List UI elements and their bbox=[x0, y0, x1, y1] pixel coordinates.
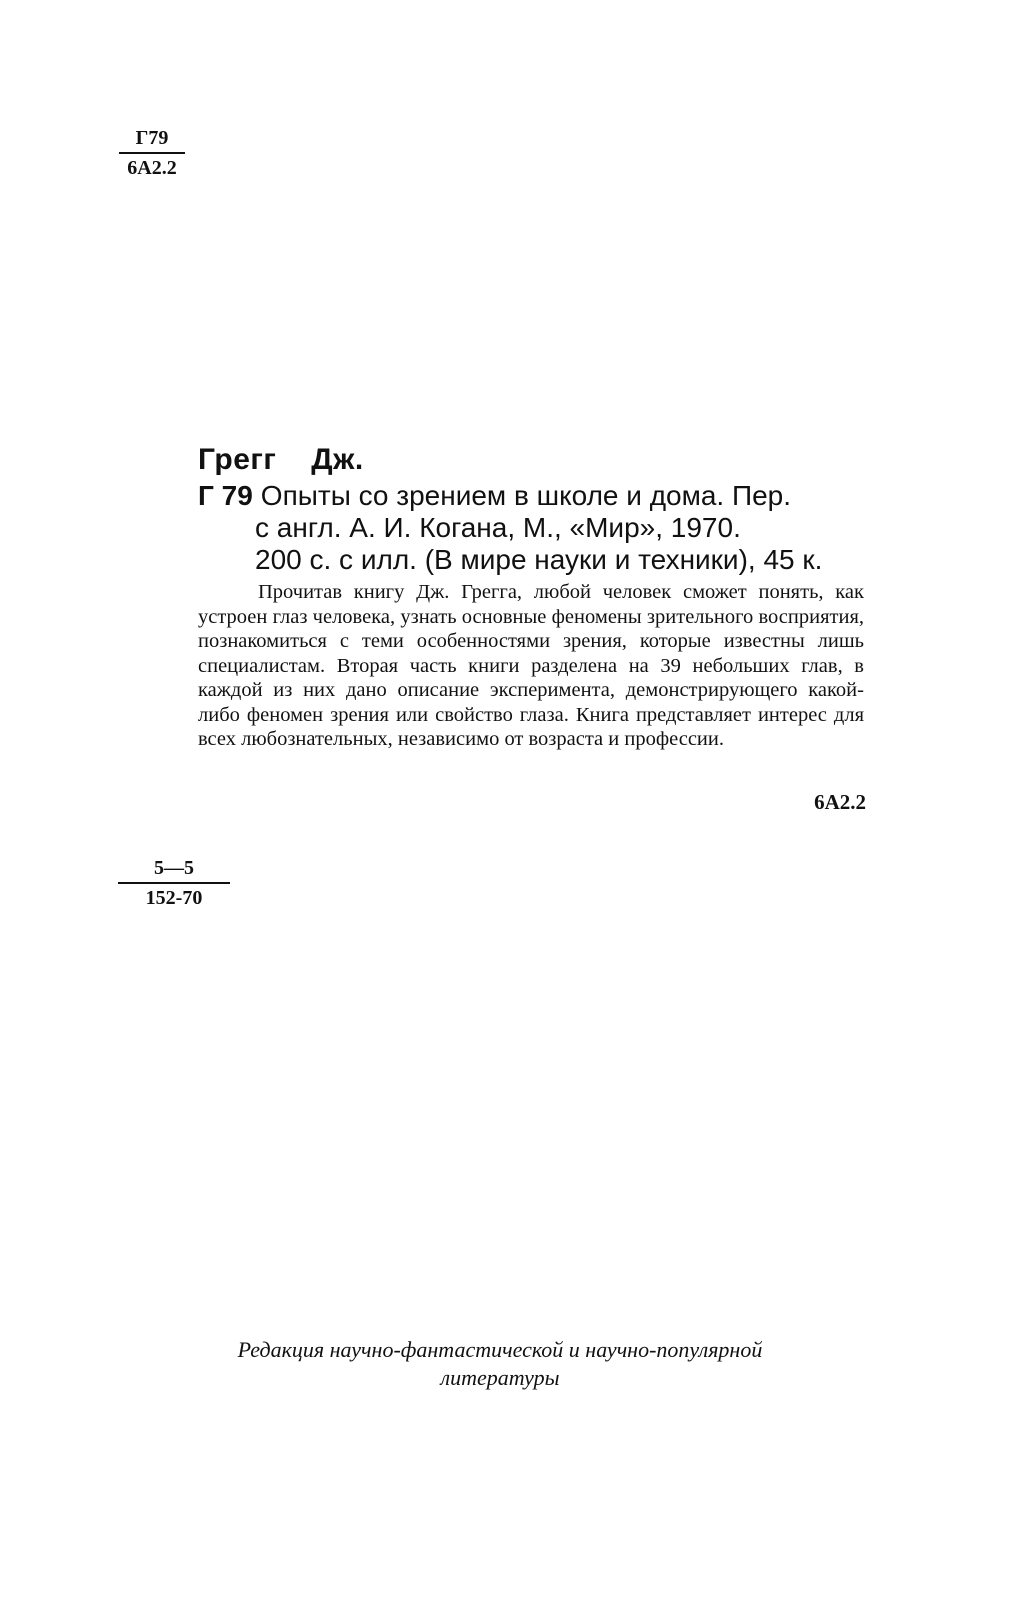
edition-note bbox=[0, 1336, 1000, 1392]
top-classification-code bbox=[119, 128, 185, 178]
entry-title-line-3: 200 с. с илл. (В мире науки и техники), 45 к. bbox=[255, 544, 823, 575]
bibliographic-entry bbox=[198, 480, 864, 576]
annotation-block bbox=[198, 580, 864, 752]
edition-line-1: Редакция научно-фантастической и научно-популярной bbox=[237, 1337, 763, 1362]
annotation-text: Прочитав книгу Дж. Грегга, любой человек сможет понять, как устроен глаз человека, узнать основные феномены зрительного восприятия, познакомиться с теми особенностями зрения, которые известны лишь специалистам. Вторая часть книги разделена на 39 небольших глав, в каждой из них дано описание эксперимента, демонстрирующего какой-либо феномен зрения или свойство глаза. Книга представляет интерес для всех любознательных, независимо от возраста и профессии. bbox=[198, 581, 864, 750]
entry-title-line-2: с англ. А. И. Когана, М., «Мир», 1970. bbox=[255, 512, 741, 543]
bottom-code-numerator: 5—5 bbox=[154, 857, 194, 879]
class-code: 6А2.2 bbox=[814, 790, 866, 814]
entry-code: Г 79 bbox=[198, 480, 253, 511]
entry-title-line-1: Опыты со зрением в школе и дома. Пер. bbox=[260, 480, 792, 511]
top-code-numerator: Г79 bbox=[135, 127, 169, 149]
author-heading: Грегг Дж. bbox=[198, 443, 364, 476]
edition-line-2: литературы bbox=[440, 1365, 560, 1390]
bottom-classification-code bbox=[118, 858, 230, 908]
top-code-denominator: 6А2.2 bbox=[127, 157, 177, 179]
bottom-code-denominator: 152-70 bbox=[145, 887, 203, 909]
